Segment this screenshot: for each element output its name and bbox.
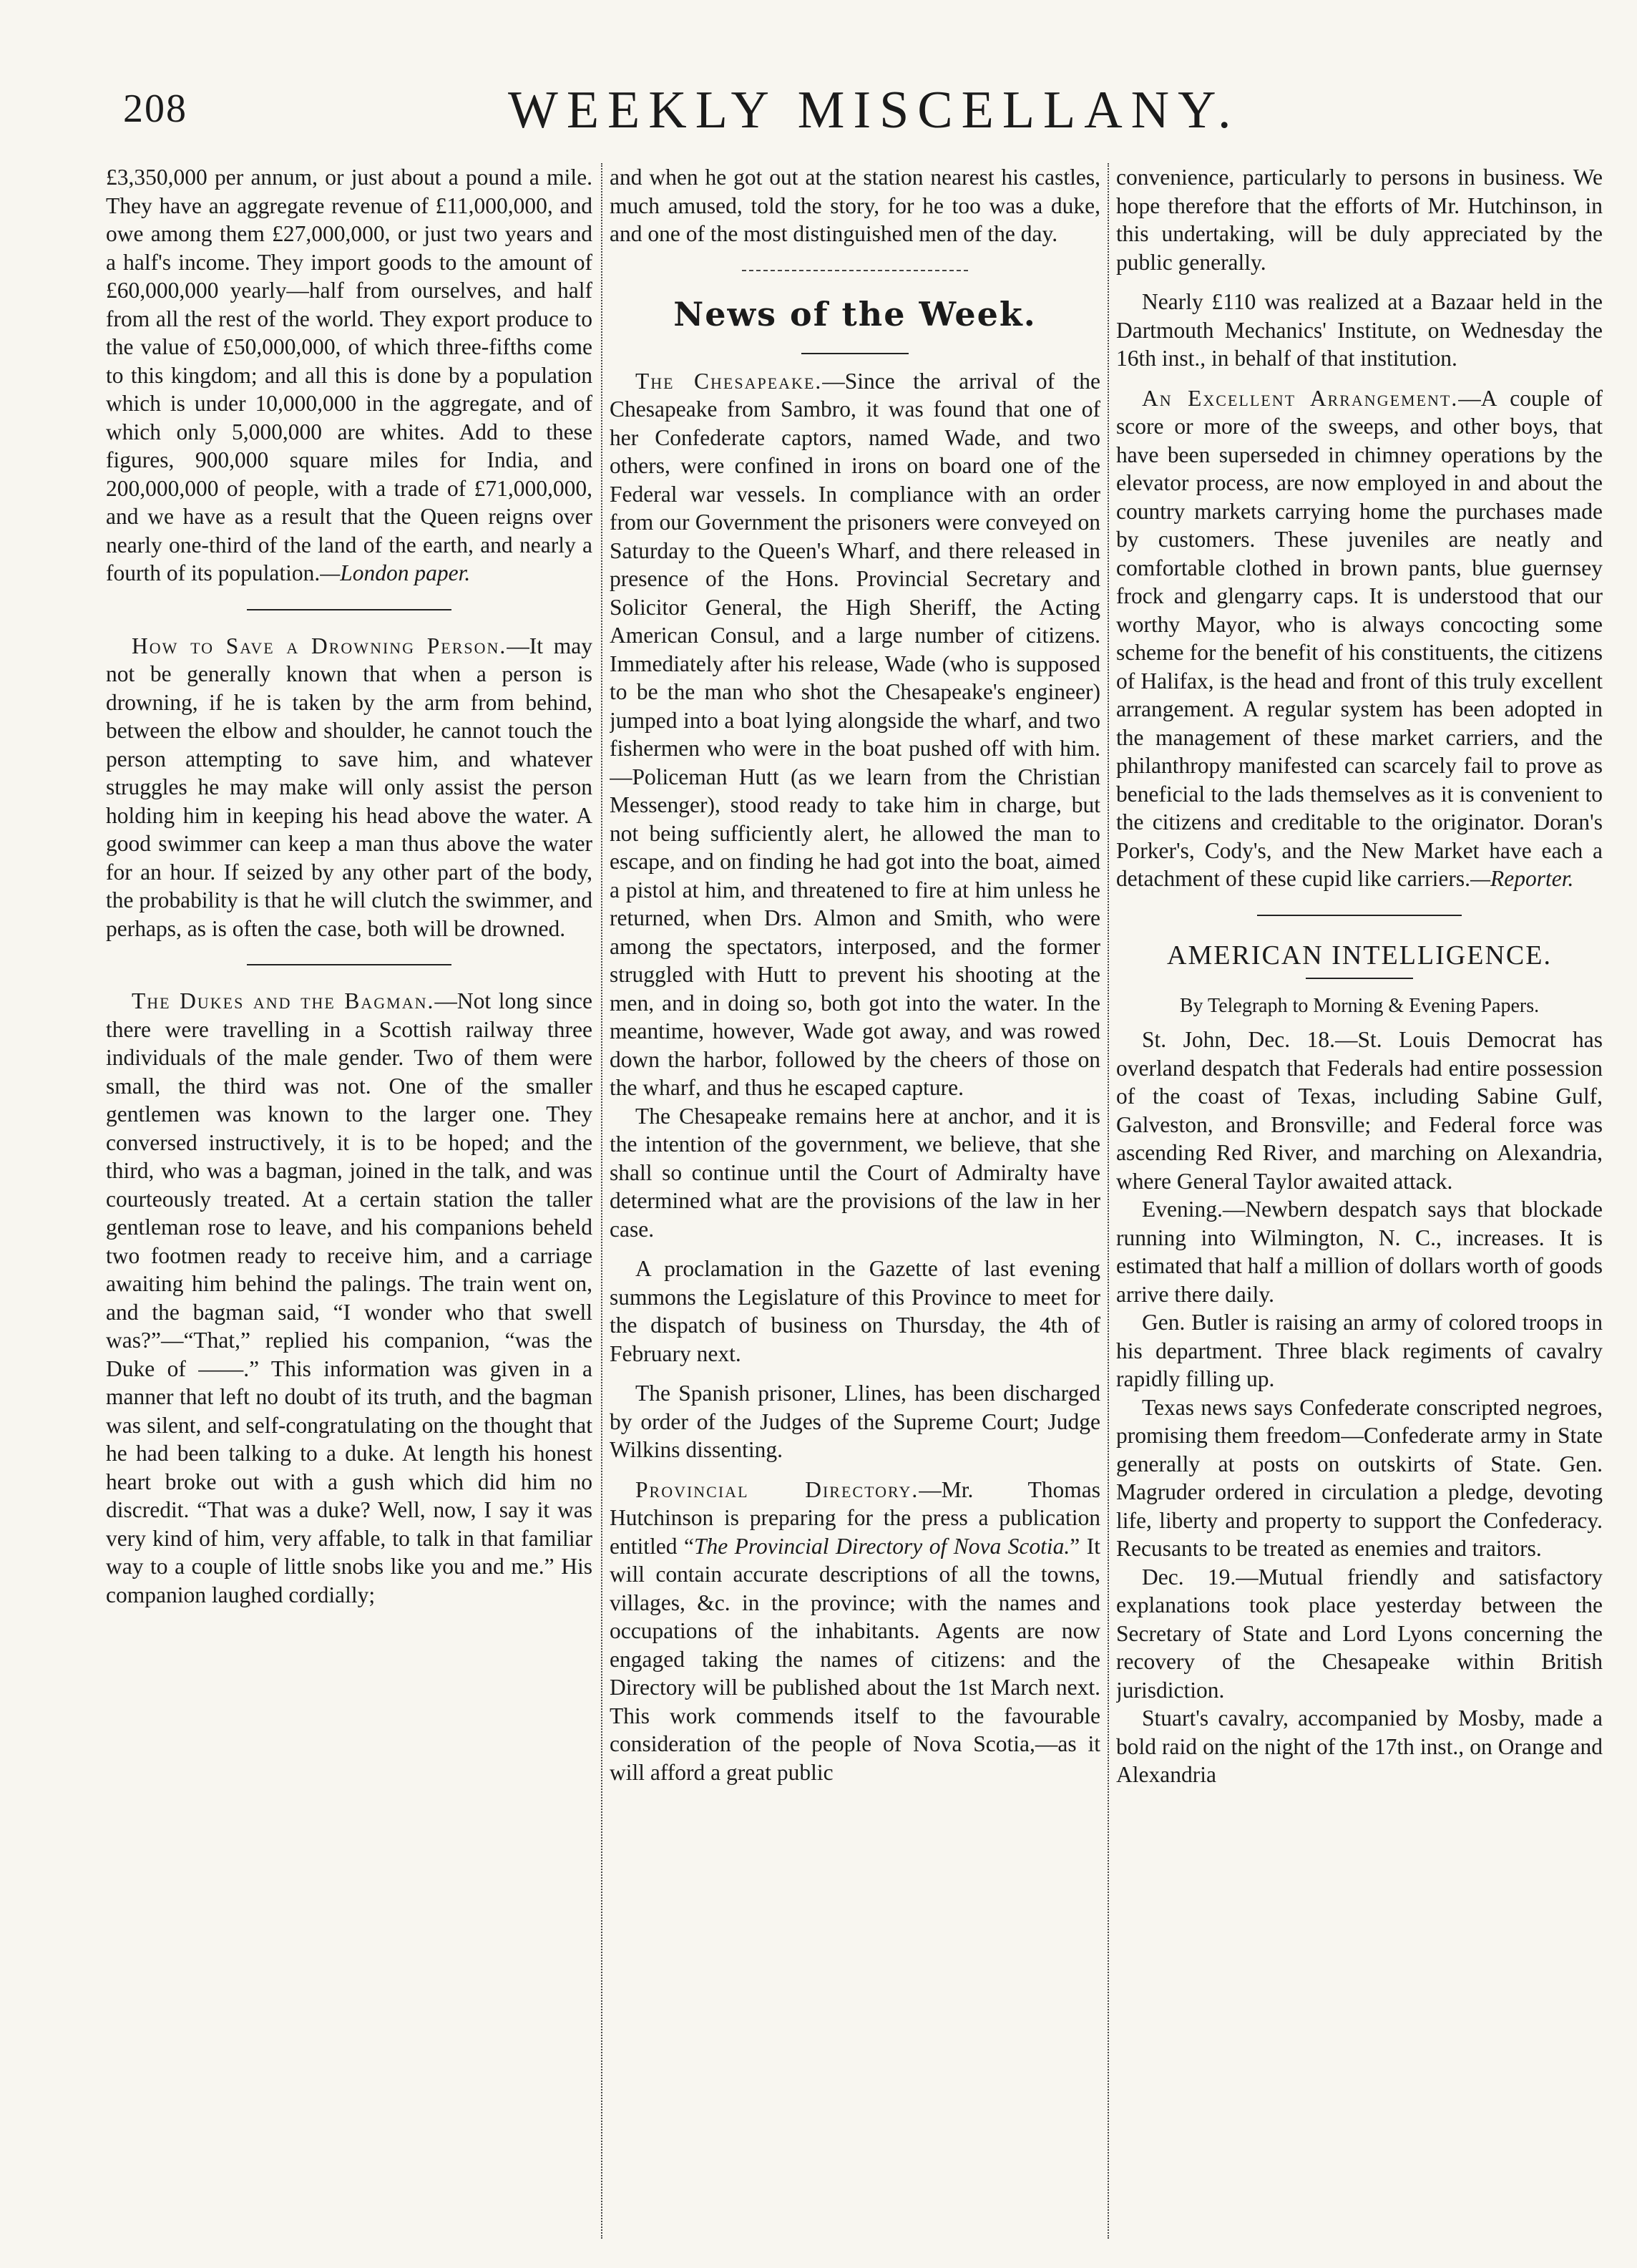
news-item: St. John, Dec. 18.—St. Louis Democrat has overland despatch that Federals had entire possession of the coast of Texas, including Sabine Gulf, Galveston, and Bronsville; and Federal force was ascending Red River, and marching on Alexandria, where General Taylor awaited attack. — [1116, 1027, 1603, 1194]
article-heading: The Dukes and the Bagman. — [132, 988, 435, 1013]
page-number: 208 — [123, 87, 187, 131]
section-title: AMERICAN INTELLIGENCE. — [1167, 940, 1552, 970]
article-paragraph — [106, 163, 592, 588]
source-credit: —London paper. — [320, 560, 471, 585]
source-credit: —Reporter. — [1470, 866, 1574, 891]
separator-rule — [1257, 915, 1462, 916]
byline: By Telegraph to Morning & Evening Papers. — [1179, 994, 1540, 1017]
section-title: News of the Week. — [673, 294, 1037, 334]
news-item: Gen. Butler is raising an army of colored troops in his department. Three black regiments of cavalry rapidly filling up. — [1116, 1310, 1603, 1391]
article-paragraph — [106, 987, 592, 1609]
publication-title: The Provincial Directory of Nova Scotia. — [693, 1533, 1070, 1559]
article-paragraph: convenience, particularly to persons in business. We hope therefore that the efforts of Mr. Hutchinson, in this undertaking, will be duly appreciated by the public generally. — [1116, 165, 1603, 275]
article-body: —Since the arrival of the Chesapeake from Sambro, it was found that one of her Confederate captors, named Wade, and two others, were confined in irons on board one of the Federal war vessels. In compliance with an order from our Government the prisoners were conveyed on Saturday to the Queen's Wharf, and there released in presence of the Hons. Provincial Secretary and Solicitor General, the High Sheriff, the Acting American Consul, and a large number of citizens. Immediately after his release, Wade (who is supposed to be the man who shot the Chesapeake's engineer) jumped into a boat lying alongside the wharf, and two fishermen who were in the boat pushed off with him.—Policeman Hutt (as we learn from the Christian Messenger), stood ready to take him in charge, but not being sufficiently alert, he allowed the man to escape, and on finding he had got into the boat, aimed a pistol at him, and threatened to fire at him unless he returned, when Drs. Almon and Smith, who were among the spectators, interposed, and the former struggled with Hutt to prevent his shooting at the men, and in doing so, both got into the water. In the meantime, however, Wade got away, and was rowed down the harbor, followed by the cheers of those on the wharf, and thus he escaped capture. — [610, 368, 1100, 1100]
article-paragraph — [610, 1476, 1100, 1787]
masthead — [107, 80, 1594, 140]
article-paragraph — [610, 367, 1100, 1102]
separator-rule — [742, 270, 968, 271]
running-head: WEEKLY MISCELLANY. — [508, 81, 1240, 140]
article-body: ” It will contain accurate descriptions of all the towns, villages, &c. in the province; with the names and occupations of the inhabitants. Agents are now engaged taking the names of citizens: and the Directory will be published about the 1st March next. This work commends itself to the favourable consideration of the people of Nova Scotia,—as it will afford a great public — [610, 1533, 1100, 1785]
article-body: —Mr. Thomas Hutchinson is preparing for the press a publication entitled “ — [610, 1476, 1100, 1559]
article-body: —It may not be generally known that when a person is drowning, if he is taken by the arm from behind, between the elbow and shoulder, he cannot touch the person attempting to save him, and whatever struggles he may make will only assist the person holding him in keeping his head above the water. A good swimmer can keep a man thus above the water for an hour. If seized by any other part of the body, the probability is that he will clutch the swimmer, and perhaps, as is often the case, both will be drowned. — [106, 633, 592, 941]
article-body: —A couple of score or more of the sweeps, and other boys, that have been superseded in chimney operations by the elevator process, are now employed in and about the country markets carrying home the purchases made by customers. These juveniles are neatly and comfortable clothed in brown pants, blue guernsey frock and glengarry caps. It is understood that our worthy Mayor, who is always concocting some scheme for the benefit of his constituents, the citizens of Halifax, is the head and front of this truly excellent arrangement. A regular system has been adopted in the management of these market carriers, and the philanthropy manifested can scarcely fail to prove as beneficial to the lads themselves as it is convenient to the citizens and creditable to the originator. Doran's Porker's, Cody's, and the New Market have each a detachment of these cupid like carriers. — [1116, 385, 1603, 891]
article-paragraph — [1116, 384, 1603, 893]
article-heading: Provincial Directory. — [635, 1476, 919, 1502]
column-1 — [106, 163, 592, 2239]
column-2 — [610, 163, 1100, 2239]
columns — [106, 163, 1603, 2239]
column-3 — [1116, 163, 1603, 2239]
news-item: Texas news says Confederate conscripted negroes, promising them freedom—Confederate army in State generally at posts on outskirts of State. Gen. Magruder ordered in circulation a pledge, devoting life, liberty and property to support the Confederacy. Recusants to be treated as enemies and traitors. — [1116, 1394, 1603, 1561]
article-body: —Not long since there were travelling in a Scottish railway three individuals of the male gender. Two of them were small, the third was not. One of the smaller gentlemen was known to the larger one. They conversed instructively, it is to be hoped; and the third, who was a bagman, joined in the talk, and was courteously treated. At a certain station the taller gentleman rose to leave, and his companions beheld two footmen ready to receive him, and a carriage awaiting him behind the palings. The train went on, and the bagman said, “I wonder who that swell was?”—“That,” replied his companion, “was the Duke of ——.” This information was given in a manner that left no doubt of its truth, and the bagman was silent, and self-congratulating on the thought that he had been talking to a duke. At length his honest heart broke out with a gush which did him no discredit. “That was a duke? Well, now, I say it was very kind of him, very affable, to talk in that familiar way to a couple of little snobs like you and me.” His companion laughed cordially; — [106, 988, 592, 1607]
article-paragraph: and when he got out at the station nearest his castles, much amused, told the story, for he too was a duke, and one of the most distinguished men of the day. — [610, 165, 1100, 246]
news-item: Stuart's cavalry, accompanied by Mosby, made a bold raid on the night of the 17th inst., on Orange and Alexandria — [1116, 1705, 1603, 1787]
article-heading: The Chesapeake. — [635, 368, 823, 394]
article-paragraph — [106, 632, 592, 943]
column-divider — [1108, 163, 1109, 2239]
article-paragraph: A proclamation in the Gazette of last evening summons the Legislature of this Province to meet for the dispatch of business on Thursday, the 4th of February next. — [610, 1256, 1100, 1366]
separator-rule — [801, 353, 909, 354]
column-divider — [601, 163, 602, 2239]
separator-rule — [247, 964, 451, 965]
india-statistics-text: £3,350,000 per annum, or just about a pound a mile. They have an aggregate revenue of £11,000,000, and owe among them £27,000,000, or just two years and a half's income. They import goods to the amount of £60,000,000 yearly—half from ourselves, and half from all the rest of the world. They export produce to the value of £50,000,000, of which three-fifths come to this kingdom; and all this is done by a population which is under 10,000,000 in the aggregate, and of which only 5,000,000 are whites. Add to these figures, 900,000 square miles for India, and 200,000,000 of people, with a trade of £71,000,000, and we have as a result that the Queen reigns over nearly one-third of the land of the earth, and nearly a fourth of its population. — [106, 165, 592, 585]
article-heading: How to Save a Drowning Person. — [132, 633, 507, 658]
news-item: Dec. 19.—Mutual friendly and satisfactory explanations took place yesterday between the Secretary of State and Lord Lyons concerning the recovery of the Chesapeake within British jurisdiction. — [1116, 1564, 1603, 1703]
news-item: Evening.—Newbern despatch says that blockade running into Wilmington, N. C., increases. It is estimated that half a million of dollars worth of goods arrive there daily. — [1116, 1197, 1603, 1307]
separator-rule — [1306, 978, 1413, 979]
separator-rule — [247, 609, 451, 610]
article-paragraph: The Chesapeake remains here at anchor, and it is the intention of the government, we believe, that she shall so continue until the Court of Admiralty have determined what are the provisions of the law in her case. — [610, 1103, 1100, 1242]
article-paragraph: The Spanish prisoner, Llines, has been discharged by order of the Judges of the Supreme Court; Judge Wilkins dissenting. — [610, 1381, 1100, 1462]
article-heading: An Excellent Arrangement. — [1142, 385, 1459, 411]
article-paragraph: Nearly £110 was realized at a Bazaar held in the Dartmouth Mechanics' Institute, on Wednesday the 16th inst., in behalf of that institution. — [1116, 289, 1603, 371]
